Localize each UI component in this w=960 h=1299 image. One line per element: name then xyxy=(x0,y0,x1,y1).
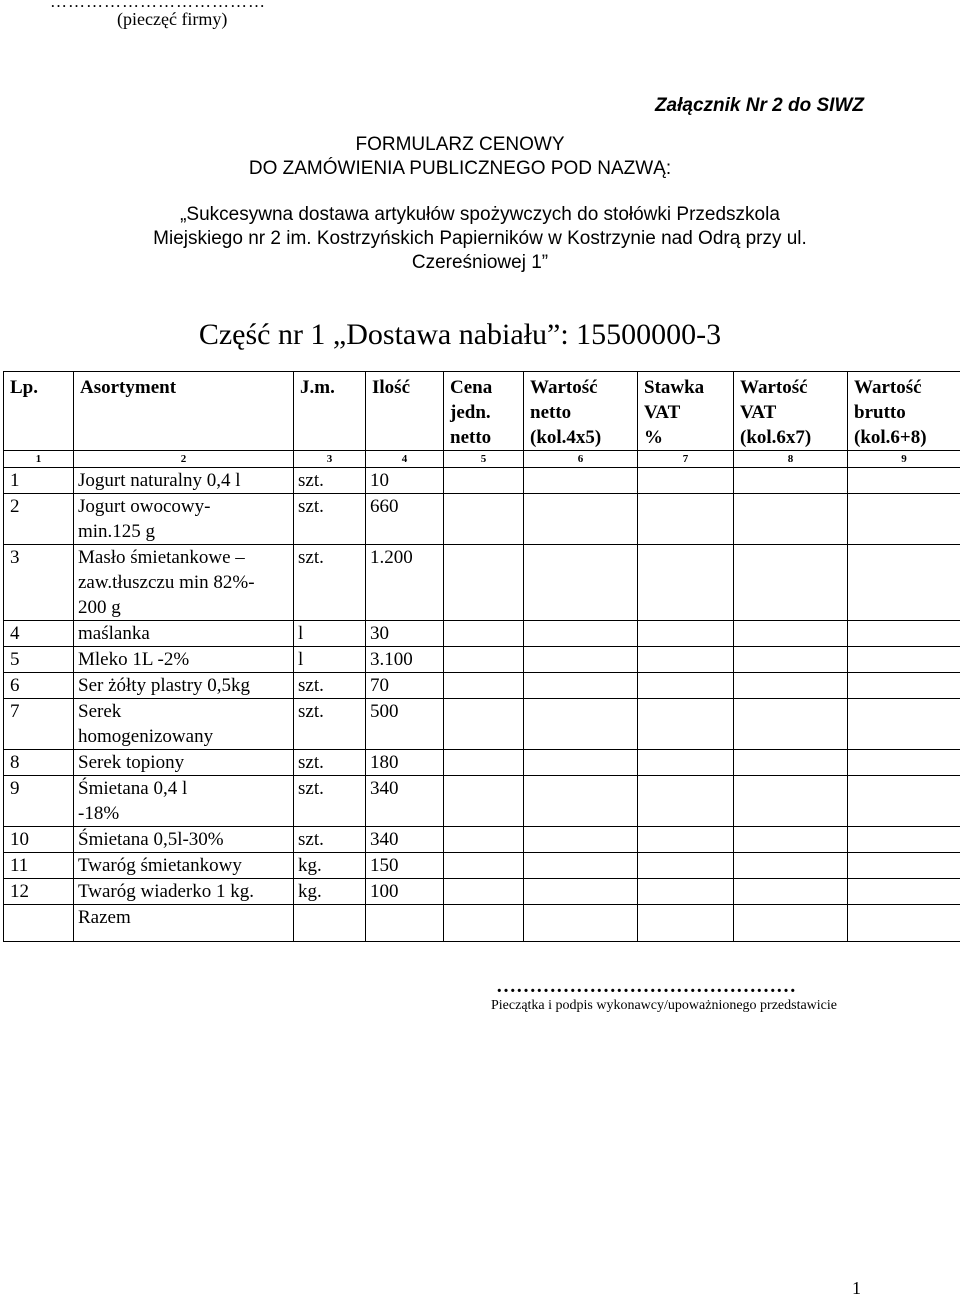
input-cell[interactable] xyxy=(524,699,638,750)
total-input-cell[interactable] xyxy=(366,905,444,942)
column-header-line: netto xyxy=(450,425,523,450)
input-cell[interactable] xyxy=(638,673,734,699)
unit-cell: szt. xyxy=(294,776,366,827)
attachment-label: Załącznik Nr 2 do SIWZ xyxy=(655,95,864,117)
product-name xyxy=(74,853,294,879)
input-cell[interactable] xyxy=(638,827,734,853)
input-cell[interactable] xyxy=(444,647,524,673)
table-row xyxy=(4,879,960,905)
column-header xyxy=(734,372,848,451)
row-number: 10 xyxy=(4,827,74,853)
input-cell[interactable] xyxy=(444,750,524,776)
row-number: 5 xyxy=(4,647,74,673)
column-header-line: Wartość xyxy=(740,375,847,400)
product-name xyxy=(74,776,294,827)
input-cell[interactable] xyxy=(444,545,524,621)
input-cell[interactable] xyxy=(734,853,848,879)
column-header-line: J.m. xyxy=(300,375,365,400)
column-header-line: Asortyment xyxy=(80,375,293,400)
column-header-line: VAT xyxy=(644,400,733,425)
total-empty-cell xyxy=(4,905,74,942)
part-title: Część nr 1 „Dostawa nabiału”: 15500000-3 xyxy=(0,318,920,352)
stamp-placeholder-dots: ……………………………… xyxy=(50,0,266,12)
quantity-cell: 1.200 xyxy=(366,545,444,621)
input-cell[interactable] xyxy=(734,699,848,750)
input-cell[interactable] xyxy=(524,468,638,494)
input-cell[interactable] xyxy=(524,494,638,545)
table-row xyxy=(4,545,960,621)
input-cell[interactable] xyxy=(638,776,734,827)
column-header-line: % xyxy=(644,425,733,450)
input-cell[interactable] xyxy=(444,468,524,494)
input-cell[interactable] xyxy=(444,776,524,827)
product-name xyxy=(74,494,294,545)
quantity-cell: 30 xyxy=(366,621,444,647)
form-title-line-1: FORMULARZ CENOWY xyxy=(0,133,920,157)
table-row xyxy=(4,827,960,853)
unit-cell: kg. xyxy=(294,879,366,905)
product-name-line: Mleko 1L -2% xyxy=(78,647,293,672)
column-header xyxy=(638,372,734,451)
input-cell[interactable] xyxy=(444,494,524,545)
input-cell[interactable] xyxy=(734,647,848,673)
quantity-cell: 70 xyxy=(366,673,444,699)
column-number: 4 xyxy=(366,451,444,468)
input-cell[interactable] xyxy=(734,621,848,647)
input-cell[interactable] xyxy=(524,750,638,776)
input-cell[interactable] xyxy=(444,879,524,905)
input-cell[interactable] xyxy=(848,699,960,750)
quantity-cell: 660 xyxy=(366,494,444,545)
input-cell[interactable] xyxy=(638,879,734,905)
input-cell[interactable] xyxy=(524,827,638,853)
column-header-line: jedn. xyxy=(450,400,523,425)
column-number: 1 xyxy=(4,451,74,468)
column-number: 7 xyxy=(638,451,734,468)
input-cell[interactable] xyxy=(848,879,960,905)
input-cell[interactable] xyxy=(848,621,960,647)
input-cell[interactable] xyxy=(734,494,848,545)
total-input-cell[interactable] xyxy=(294,905,366,942)
product-name-line: 200 g xyxy=(78,595,293,620)
subject-line-1: „Sukcesywna dostawa artykułów spożywczych do stołówki Przedszkola xyxy=(40,203,920,227)
quantity-cell: 500 xyxy=(366,699,444,750)
input-cell[interactable] xyxy=(734,776,848,827)
column-header xyxy=(4,372,74,451)
product-name-line: min.125 g xyxy=(78,519,293,544)
column-number: 2 xyxy=(74,451,294,468)
product-name-line: homogenizowany xyxy=(78,724,293,749)
column-header-line: brutto xyxy=(854,400,960,425)
product-name xyxy=(74,621,294,647)
product-name xyxy=(74,750,294,776)
column-header-line: (kol.4x5) xyxy=(530,425,637,450)
input-cell[interactable] xyxy=(848,853,960,879)
table-header-row xyxy=(4,372,960,451)
table-row xyxy=(4,494,960,545)
input-cell[interactable] xyxy=(848,750,960,776)
column-number-row xyxy=(4,451,960,468)
column-header-line: Ilość xyxy=(372,375,443,400)
input-cell[interactable] xyxy=(848,673,960,699)
product-name xyxy=(74,879,294,905)
quantity-cell: 340 xyxy=(366,827,444,853)
row-number: 2 xyxy=(4,494,74,545)
input-cell[interactable] xyxy=(848,468,960,494)
table-row xyxy=(4,750,960,776)
input-cell[interactable] xyxy=(848,776,960,827)
input-cell[interactable] xyxy=(734,827,848,853)
table-row xyxy=(4,468,960,494)
input-cell[interactable] xyxy=(524,879,638,905)
product-name-line: Jogurt naturalny 0,4 l xyxy=(78,468,293,493)
input-cell[interactable] xyxy=(638,621,734,647)
column-header-line: (kol.6x7) xyxy=(740,425,847,450)
input-cell[interactable] xyxy=(638,468,734,494)
column-header xyxy=(74,372,294,451)
product-name xyxy=(74,699,294,750)
row-number: 7 xyxy=(4,699,74,750)
product-name-line: Jogurt owocowy- xyxy=(78,494,293,519)
input-cell[interactable] xyxy=(638,853,734,879)
column-header-line: Wartość xyxy=(854,375,960,400)
company-stamp-label: (pieczęć firmy) xyxy=(117,9,227,30)
input-cell[interactable] xyxy=(444,673,524,699)
product-name-line: zaw.tłuszczu min 82%- xyxy=(78,570,293,595)
price-table xyxy=(3,371,960,942)
input-cell[interactable] xyxy=(524,853,638,879)
order-subject xyxy=(40,203,920,275)
input-cell[interactable] xyxy=(848,545,960,621)
unit-cell: szt. xyxy=(294,673,366,699)
product-name-line: -18% xyxy=(78,801,293,826)
row-number: 3 xyxy=(4,545,74,621)
input-cell[interactable] xyxy=(734,750,848,776)
unit-cell: kg. xyxy=(294,853,366,879)
row-number: 6 xyxy=(4,673,74,699)
column-header xyxy=(848,372,960,451)
input-cell[interactable] xyxy=(638,545,734,621)
unit-cell: szt. xyxy=(294,827,366,853)
input-cell[interactable] xyxy=(444,853,524,879)
product-name-line: Śmietana 0,5l-30% xyxy=(78,827,293,852)
column-header-line: netto xyxy=(530,400,637,425)
column-header xyxy=(294,372,366,451)
subject-line-2: Miejskiego nr 2 im. Kostrzyńskich Papierników w Kostrzynie nad Odrą przy ul. xyxy=(40,227,920,251)
unit-cell: l xyxy=(294,647,366,673)
column-header-line: Lp. xyxy=(10,375,73,400)
product-name xyxy=(74,545,294,621)
total-row xyxy=(4,905,960,942)
input-cell[interactable] xyxy=(524,621,638,647)
table-row xyxy=(4,673,960,699)
input-cell[interactable] xyxy=(638,494,734,545)
quantity-cell: 180 xyxy=(366,750,444,776)
column-number: 5 xyxy=(444,451,524,468)
column-header-line: VAT xyxy=(740,400,847,425)
signature-dots: ……………………………………… xyxy=(496,975,796,998)
table-body xyxy=(4,468,960,942)
row-number: 1 xyxy=(4,468,74,494)
product-name-line: Serek xyxy=(78,699,293,724)
input-cell[interactable] xyxy=(524,673,638,699)
table-row xyxy=(4,853,960,879)
row-number: 11 xyxy=(4,853,74,879)
product-name xyxy=(74,647,294,673)
total-input-cell[interactable] xyxy=(444,905,524,942)
column-header-line: Stawka xyxy=(644,375,733,400)
product-name xyxy=(74,468,294,494)
total-input-cell[interactable] xyxy=(848,905,960,942)
column-header xyxy=(366,372,444,451)
product-name-line: Serek topiony xyxy=(78,750,293,775)
column-header xyxy=(444,372,524,451)
input-cell[interactable] xyxy=(444,699,524,750)
row-number: 12 xyxy=(4,879,74,905)
quantity-cell: 3.100 xyxy=(366,647,444,673)
input-cell[interactable] xyxy=(848,827,960,853)
quantity-cell: 150 xyxy=(366,853,444,879)
total-label: Razem xyxy=(74,905,294,942)
column-number: 8 xyxy=(734,451,848,468)
input-cell[interactable] xyxy=(524,776,638,827)
unit-cell: szt. xyxy=(294,545,366,621)
column-header-line: Wartość xyxy=(530,375,637,400)
unit-cell: szt. xyxy=(294,699,366,750)
input-cell[interactable] xyxy=(734,673,848,699)
input-cell[interactable] xyxy=(848,647,960,673)
input-cell[interactable] xyxy=(444,827,524,853)
input-cell[interactable] xyxy=(734,545,848,621)
input-cell[interactable] xyxy=(524,647,638,673)
product-name xyxy=(74,673,294,699)
column-header-line: (kol.6+8) xyxy=(854,425,960,450)
page-number: 1 xyxy=(852,1278,861,1299)
row-number: 8 xyxy=(4,750,74,776)
column-header-line: Cena xyxy=(450,375,523,400)
product-name-line: Twaróg wiaderko 1 kg. xyxy=(78,879,293,904)
input-cell[interactable] xyxy=(848,494,960,545)
quantity-cell: 10 xyxy=(366,468,444,494)
quantity-cell: 100 xyxy=(366,879,444,905)
product-name xyxy=(74,827,294,853)
unit-cell: szt. xyxy=(294,750,366,776)
unit-cell: szt. xyxy=(294,494,366,545)
column-number: 6 xyxy=(524,451,638,468)
product-name-line: Masło śmietankowe – xyxy=(78,545,293,570)
unit-cell: szt. xyxy=(294,468,366,494)
table-row xyxy=(4,621,960,647)
input-cell[interactable] xyxy=(638,699,734,750)
quantity-cell: 340 xyxy=(366,776,444,827)
table-row xyxy=(4,776,960,827)
input-cell[interactable] xyxy=(734,879,848,905)
table-row xyxy=(4,699,960,750)
form-title xyxy=(0,133,920,181)
product-name-line: Twaróg śmietankowy xyxy=(78,853,293,878)
input-cell[interactable] xyxy=(734,468,848,494)
total-input-cell[interactable] xyxy=(638,905,734,942)
input-cell[interactable] xyxy=(638,647,734,673)
total-input-cell[interactable] xyxy=(734,905,848,942)
row-number: 4 xyxy=(4,621,74,647)
input-cell[interactable] xyxy=(444,621,524,647)
product-name-line: Ser żółty plastry 0,5kg xyxy=(78,673,293,698)
product-name-line: maślanka xyxy=(78,621,293,646)
signature-label: Pieczątka i podpis wykonawcy/upoważnionego przedstawicie xyxy=(491,998,837,1014)
row-number: 9 xyxy=(4,776,74,827)
input-cell[interactable] xyxy=(638,750,734,776)
column-header xyxy=(524,372,638,451)
column-number: 3 xyxy=(294,451,366,468)
subject-line-3: Czereśniowej 1” xyxy=(40,251,920,275)
product-name-line: Śmietana 0,4 l xyxy=(78,776,293,801)
unit-cell: l xyxy=(294,621,366,647)
total-input-cell[interactable] xyxy=(524,905,638,942)
column-number: 9 xyxy=(848,451,960,468)
input-cell[interactable] xyxy=(524,545,638,621)
table-row xyxy=(4,647,960,673)
form-title-line-2: DO ZAMÓWIENIA PUBLICZNEGO POD NAZWĄ: xyxy=(0,157,920,181)
